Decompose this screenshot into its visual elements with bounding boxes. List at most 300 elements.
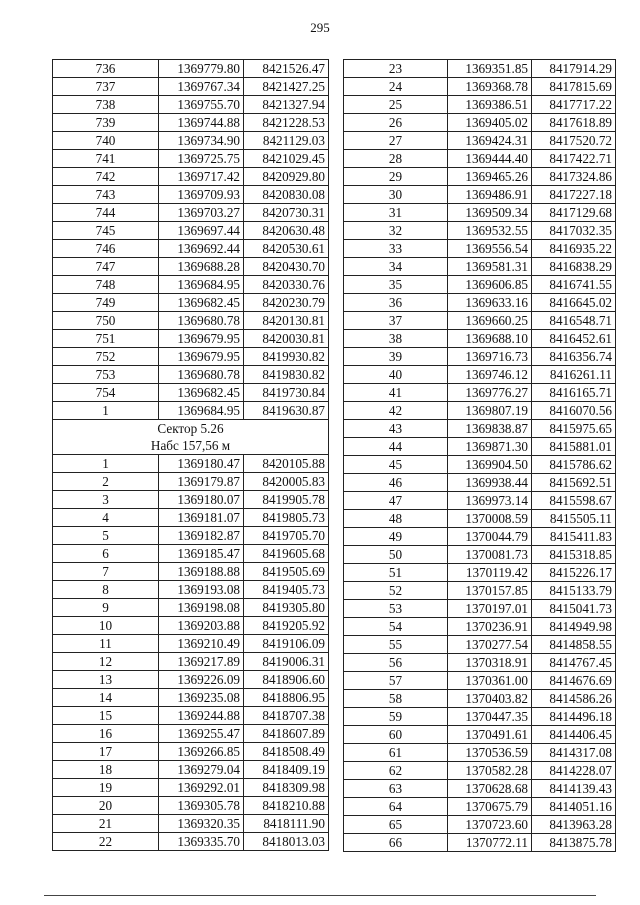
table-row xyxy=(53,402,329,420)
y-coordinate-cell: 8421129.03 xyxy=(244,132,329,150)
y-coordinate-cell: 8421526.47 xyxy=(244,60,329,78)
x-coordinate-cell: 1369838.87 xyxy=(448,420,532,438)
y-coordinate-cell: 8420730.31 xyxy=(244,204,329,222)
x-coordinate-cell: 1369181.07 xyxy=(159,509,244,527)
table-row xyxy=(344,762,616,780)
table-row xyxy=(53,348,329,366)
y-coordinate-cell: 8421029.45 xyxy=(244,150,329,168)
point-number-cell: 754 xyxy=(53,384,159,402)
point-number-cell: 1 xyxy=(53,402,159,420)
y-coordinate-cell: 8414139.43 xyxy=(532,780,616,798)
point-number-cell: 30 xyxy=(344,186,448,204)
y-coordinate-cell: 8415041.73 xyxy=(532,600,616,618)
point-number-cell: 752 xyxy=(53,348,159,366)
x-coordinate-cell: 1369716.73 xyxy=(448,348,532,366)
x-coordinate-cell: 1369688.10 xyxy=(448,330,532,348)
table-row xyxy=(344,798,616,816)
y-coordinate-cell: 8414051.16 xyxy=(532,798,616,816)
table-row xyxy=(344,564,616,582)
table-row xyxy=(53,545,329,563)
x-coordinate-cell: 1370119.42 xyxy=(448,564,532,582)
y-coordinate-cell: 8418309.98 xyxy=(244,779,329,797)
table-row xyxy=(53,114,329,132)
point-number-cell: 753 xyxy=(53,366,159,384)
y-coordinate-cell: 8420130.81 xyxy=(244,312,329,330)
x-coordinate-cell: 1369193.08 xyxy=(159,581,244,599)
y-coordinate-cell: 8421427.25 xyxy=(244,78,329,96)
point-number-cell: 32 xyxy=(344,222,448,240)
table-row xyxy=(53,276,329,294)
y-coordinate-cell: 8415411.83 xyxy=(532,528,616,546)
point-number-cell: 19 xyxy=(53,779,159,797)
x-coordinate-cell: 1369679.95 xyxy=(159,348,244,366)
point-number-cell: 37 xyxy=(344,312,448,330)
y-coordinate-cell: 8420929.80 xyxy=(244,168,329,186)
table-row xyxy=(344,636,616,654)
x-coordinate-cell: 1370361.00 xyxy=(448,672,532,690)
point-number-cell: 42 xyxy=(344,402,448,420)
x-coordinate-cell: 1369755.70 xyxy=(159,96,244,114)
y-coordinate-cell: 8418111.90 xyxy=(244,815,329,833)
table-row xyxy=(53,761,329,779)
point-number-cell: 53 xyxy=(344,600,448,618)
x-coordinate-cell: 1369351.85 xyxy=(448,60,532,78)
table-row xyxy=(53,689,329,707)
x-coordinate-cell: 1370628.68 xyxy=(448,780,532,798)
y-coordinate-cell: 8419305.80 xyxy=(244,599,329,617)
point-number-cell: 6 xyxy=(53,545,159,563)
point-number-cell: 10 xyxy=(53,617,159,635)
y-coordinate-cell: 8418508.49 xyxy=(244,743,329,761)
x-coordinate-cell: 1369725.75 xyxy=(159,150,244,168)
x-coordinate-cell: 1369444.40 xyxy=(448,150,532,168)
table-row xyxy=(344,654,616,672)
y-coordinate-cell: 8415505.11 xyxy=(532,510,616,528)
point-number-cell: 4 xyxy=(53,509,159,527)
y-coordinate-cell: 8414676.69 xyxy=(532,672,616,690)
y-coordinate-cell: 8419205.92 xyxy=(244,617,329,635)
table-row xyxy=(344,402,616,420)
table-row xyxy=(53,258,329,276)
point-number-cell: 2 xyxy=(53,473,159,491)
y-coordinate-cell: 8417618.89 xyxy=(532,114,616,132)
y-coordinate-cell: 8417520.72 xyxy=(532,132,616,150)
x-coordinate-cell: 1369746.12 xyxy=(448,366,532,384)
point-number-cell: 16 xyxy=(53,725,159,743)
x-coordinate-cell: 1369684.95 xyxy=(159,276,244,294)
y-coordinate-cell: 8414858.55 xyxy=(532,636,616,654)
y-coordinate-cell: 8418013.03 xyxy=(244,833,329,851)
x-coordinate-cell: 1369198.08 xyxy=(159,599,244,617)
point-number-cell: 5 xyxy=(53,527,159,545)
x-coordinate-cell: 1369180.07 xyxy=(159,491,244,509)
point-number-cell: 739 xyxy=(53,114,159,132)
table-row xyxy=(344,168,616,186)
table-row xyxy=(53,60,329,78)
y-coordinate-cell: 8418906.60 xyxy=(244,671,329,689)
y-coordinate-cell: 8418806.95 xyxy=(244,689,329,707)
point-number-cell: 28 xyxy=(344,150,448,168)
x-coordinate-cell: 1369320.35 xyxy=(159,815,244,833)
x-coordinate-cell: 1370081.73 xyxy=(448,546,532,564)
y-coordinate-cell: 8417717.22 xyxy=(532,96,616,114)
x-coordinate-cell: 1369509.34 xyxy=(448,204,532,222)
point-number-cell: 18 xyxy=(53,761,159,779)
x-coordinate-cell: 1370318.91 xyxy=(448,654,532,672)
table-row xyxy=(344,420,616,438)
x-coordinate-cell: 1369226.09 xyxy=(159,671,244,689)
point-number-cell: 33 xyxy=(344,240,448,258)
y-coordinate-cell: 8416452.61 xyxy=(532,330,616,348)
table-row xyxy=(53,725,329,743)
x-coordinate-cell: 1369973.14 xyxy=(448,492,532,510)
right-coordinates-table xyxy=(343,59,616,852)
table-row xyxy=(53,635,329,653)
table-row xyxy=(53,491,329,509)
x-coordinate-cell: 1369305.78 xyxy=(159,797,244,815)
table-row xyxy=(344,78,616,96)
table-row xyxy=(344,816,616,834)
point-number-cell: 35 xyxy=(344,276,448,294)
y-coordinate-cell: 8420230.79 xyxy=(244,294,329,312)
x-coordinate-cell: 1369368.78 xyxy=(448,78,532,96)
table-row xyxy=(344,96,616,114)
table-row xyxy=(53,222,329,240)
y-coordinate-cell: 8419905.78 xyxy=(244,491,329,509)
table-row xyxy=(344,456,616,474)
x-coordinate-cell: 1369717.42 xyxy=(159,168,244,186)
table-row xyxy=(344,114,616,132)
sector-title: Сектор 5.26 xyxy=(53,420,329,438)
point-number-cell: 738 xyxy=(53,96,159,114)
x-coordinate-cell: 1369680.78 xyxy=(159,312,244,330)
point-number-cell: 60 xyxy=(344,726,448,744)
y-coordinate-cell: 8421327.94 xyxy=(244,96,329,114)
table-row xyxy=(344,384,616,402)
point-number-cell: 26 xyxy=(344,114,448,132)
y-coordinate-cell: 8419505.69 xyxy=(244,563,329,581)
x-coordinate-cell: 1370536.59 xyxy=(448,744,532,762)
table-row xyxy=(53,384,329,402)
table-row xyxy=(344,60,616,78)
table-row xyxy=(344,834,616,852)
x-coordinate-cell: 1369581.31 xyxy=(448,258,532,276)
table-row xyxy=(344,672,616,690)
table-row xyxy=(53,96,329,114)
table-row xyxy=(53,150,329,168)
y-coordinate-cell: 8414317.08 xyxy=(532,744,616,762)
y-coordinate-cell: 8416165.71 xyxy=(532,384,616,402)
x-coordinate-cell: 1369244.88 xyxy=(159,707,244,725)
y-coordinate-cell: 8420005.83 xyxy=(244,473,329,491)
table-row xyxy=(53,473,329,491)
table-row xyxy=(53,204,329,222)
x-coordinate-cell: 1369182.87 xyxy=(159,527,244,545)
point-number-cell: 740 xyxy=(53,132,159,150)
x-coordinate-cell: 1369779.80 xyxy=(159,60,244,78)
table-row xyxy=(344,240,616,258)
x-coordinate-cell: 1369185.47 xyxy=(159,545,244,563)
point-number-cell: 45 xyxy=(344,456,448,474)
y-coordinate-cell: 8419805.73 xyxy=(244,509,329,527)
table-row xyxy=(344,708,616,726)
x-coordinate-cell: 1369180.47 xyxy=(159,455,244,473)
x-coordinate-cell: 1369682.45 xyxy=(159,294,244,312)
table-row xyxy=(344,510,616,528)
x-coordinate-cell: 1369203.88 xyxy=(159,617,244,635)
x-coordinate-cell: 1370582.28 xyxy=(448,762,532,780)
x-coordinate-cell: 1369680.78 xyxy=(159,366,244,384)
table-row xyxy=(53,671,329,689)
point-number-cell: 64 xyxy=(344,798,448,816)
point-number-cell: 39 xyxy=(344,348,448,366)
point-number-cell: 54 xyxy=(344,618,448,636)
table-row xyxy=(344,690,616,708)
x-coordinate-cell: 1369556.54 xyxy=(448,240,532,258)
y-coordinate-cell: 8420105.88 xyxy=(244,455,329,473)
y-coordinate-cell: 8414496.18 xyxy=(532,708,616,726)
y-coordinate-cell: 8418707.38 xyxy=(244,707,329,725)
x-coordinate-cell: 1370675.79 xyxy=(448,798,532,816)
point-number-cell: 22 xyxy=(53,833,159,851)
page-bottom-rule xyxy=(44,895,596,896)
point-number-cell: 46 xyxy=(344,474,448,492)
table-row xyxy=(53,312,329,330)
point-number-cell: 744 xyxy=(53,204,159,222)
y-coordinate-cell: 8417032.35 xyxy=(532,222,616,240)
table-row xyxy=(344,330,616,348)
x-coordinate-cell: 1369266.85 xyxy=(159,743,244,761)
table-row xyxy=(53,330,329,348)
table-row xyxy=(53,168,329,186)
point-number-cell: 20 xyxy=(53,797,159,815)
table-row xyxy=(344,438,616,456)
y-coordinate-cell: 8416741.55 xyxy=(532,276,616,294)
point-number-cell: 50 xyxy=(344,546,448,564)
y-coordinate-cell: 8419605.68 xyxy=(244,545,329,563)
y-coordinate-cell: 8420030.81 xyxy=(244,330,329,348)
table-row xyxy=(53,815,329,833)
point-number-cell: 63 xyxy=(344,780,448,798)
y-coordinate-cell: 8419730.84 xyxy=(244,384,329,402)
point-number-cell: 749 xyxy=(53,294,159,312)
x-coordinate-cell: 1369179.87 xyxy=(159,473,244,491)
y-coordinate-cell: 8415133.79 xyxy=(532,582,616,600)
point-number-cell: 748 xyxy=(53,276,159,294)
x-coordinate-cell: 1369217.89 xyxy=(159,653,244,671)
x-coordinate-cell: 1369633.16 xyxy=(448,294,532,312)
table-row xyxy=(344,492,616,510)
point-number-cell: 36 xyxy=(344,294,448,312)
y-coordinate-cell: 8414228.07 xyxy=(532,762,616,780)
point-number-cell: 65 xyxy=(344,816,448,834)
point-number-cell: 24 xyxy=(344,78,448,96)
y-coordinate-cell: 8419930.82 xyxy=(244,348,329,366)
table-row xyxy=(344,780,616,798)
table-row xyxy=(344,546,616,564)
point-number-cell: 56 xyxy=(344,654,448,672)
point-number-cell: 23 xyxy=(344,60,448,78)
x-coordinate-cell: 1369606.85 xyxy=(448,276,532,294)
table-row xyxy=(344,222,616,240)
table-row xyxy=(344,258,616,276)
point-number-cell: 58 xyxy=(344,690,448,708)
table-row xyxy=(53,294,329,312)
table-row xyxy=(344,186,616,204)
point-number-cell: 14 xyxy=(53,689,159,707)
point-number-cell: 11 xyxy=(53,635,159,653)
x-coordinate-cell: 1369692.44 xyxy=(159,240,244,258)
y-coordinate-cell: 8419630.87 xyxy=(244,402,329,420)
y-coordinate-cell: 8415226.17 xyxy=(532,564,616,582)
table-row xyxy=(344,600,616,618)
x-coordinate-cell: 1370772.11 xyxy=(448,834,532,852)
point-number-cell: 746 xyxy=(53,240,159,258)
table-row xyxy=(344,204,616,222)
point-number-cell: 29 xyxy=(344,168,448,186)
point-number-cell: 61 xyxy=(344,744,448,762)
table-row xyxy=(53,707,329,725)
x-coordinate-cell: 1369255.47 xyxy=(159,725,244,743)
x-coordinate-cell: 1370447.35 xyxy=(448,708,532,726)
point-number-cell: 3 xyxy=(53,491,159,509)
point-number-cell: 43 xyxy=(344,420,448,438)
page-number: 295 xyxy=(310,20,330,35)
y-coordinate-cell: 8417422.71 xyxy=(532,150,616,168)
x-coordinate-cell: 1370044.79 xyxy=(448,528,532,546)
x-coordinate-cell: 1369465.26 xyxy=(448,168,532,186)
y-coordinate-cell: 8417129.68 xyxy=(532,204,616,222)
x-coordinate-cell: 1369734.90 xyxy=(159,132,244,150)
x-coordinate-cell: 1369532.55 xyxy=(448,222,532,240)
y-coordinate-cell: 8416645.02 xyxy=(532,294,616,312)
point-number-cell: 55 xyxy=(344,636,448,654)
x-coordinate-cell: 1369682.45 xyxy=(159,384,244,402)
x-coordinate-cell: 1369776.27 xyxy=(448,384,532,402)
x-coordinate-cell: 1369684.95 xyxy=(159,402,244,420)
x-coordinate-cell: 1369871.30 xyxy=(448,438,532,456)
y-coordinate-cell: 8414586.26 xyxy=(532,690,616,708)
x-coordinate-cell: 1369188.88 xyxy=(159,563,244,581)
point-number-cell: 57 xyxy=(344,672,448,690)
x-coordinate-cell: 1369386.51 xyxy=(448,96,532,114)
x-coordinate-cell: 1369697.44 xyxy=(159,222,244,240)
x-coordinate-cell: 1369279.04 xyxy=(159,761,244,779)
y-coordinate-cell: 8417324.86 xyxy=(532,168,616,186)
y-coordinate-cell: 8415786.62 xyxy=(532,456,616,474)
x-coordinate-cell: 1369807.19 xyxy=(448,402,532,420)
x-coordinate-cell: 1369424.31 xyxy=(448,132,532,150)
point-number-cell: 49 xyxy=(344,528,448,546)
y-coordinate-cell: 8419405.73 xyxy=(244,581,329,599)
x-coordinate-cell: 1369679.95 xyxy=(159,330,244,348)
y-coordinate-cell: 8420630.48 xyxy=(244,222,329,240)
x-coordinate-cell: 1370008.59 xyxy=(448,510,532,528)
table-row xyxy=(344,618,616,636)
point-number-cell: 737 xyxy=(53,78,159,96)
table-row xyxy=(53,509,329,527)
point-number-cell: 31 xyxy=(344,204,448,222)
x-coordinate-cell: 1370723.60 xyxy=(448,816,532,834)
y-coordinate-cell: 8414406.45 xyxy=(532,726,616,744)
table-row xyxy=(53,617,329,635)
x-coordinate-cell: 1370197.01 xyxy=(448,600,532,618)
y-coordinate-cell: 8413963.28 xyxy=(532,816,616,834)
y-coordinate-cell: 8417227.18 xyxy=(532,186,616,204)
point-number-cell: 52 xyxy=(344,582,448,600)
point-number-cell: 40 xyxy=(344,366,448,384)
point-number-cell: 751 xyxy=(53,330,159,348)
y-coordinate-cell: 8415975.65 xyxy=(532,420,616,438)
y-coordinate-cell: 8415692.51 xyxy=(532,474,616,492)
point-number-cell: 48 xyxy=(344,510,448,528)
table-row xyxy=(53,527,329,545)
point-number-cell: 741 xyxy=(53,150,159,168)
x-coordinate-cell: 1369405.02 xyxy=(448,114,532,132)
y-coordinate-cell: 8413875.78 xyxy=(532,834,616,852)
point-number-cell: 34 xyxy=(344,258,448,276)
y-coordinate-cell: 8419006.31 xyxy=(244,653,329,671)
point-number-cell: 736 xyxy=(53,60,159,78)
y-coordinate-cell: 8421228.53 xyxy=(244,114,329,132)
x-coordinate-cell: 1369335.70 xyxy=(159,833,244,851)
x-coordinate-cell: 1369744.88 xyxy=(159,114,244,132)
point-number-cell: 38 xyxy=(344,330,448,348)
table-row xyxy=(53,581,329,599)
y-coordinate-cell: 8414949.98 xyxy=(532,618,616,636)
y-coordinate-cell: 8420830.08 xyxy=(244,186,329,204)
point-number-cell: 47 xyxy=(344,492,448,510)
y-coordinate-cell: 8416261.11 xyxy=(532,366,616,384)
point-number-cell: 13 xyxy=(53,671,159,689)
point-number-cell: 7 xyxy=(53,563,159,581)
table-row xyxy=(344,726,616,744)
table-row xyxy=(53,743,329,761)
table-row xyxy=(53,366,329,384)
x-coordinate-cell: 1369767.34 xyxy=(159,78,244,96)
y-coordinate-cell: 8417914.29 xyxy=(532,60,616,78)
y-coordinate-cell: 8420330.76 xyxy=(244,276,329,294)
point-number-cell: 1 xyxy=(53,455,159,473)
table-row xyxy=(53,78,329,96)
x-coordinate-cell: 1369904.50 xyxy=(448,456,532,474)
point-number-cell: 745 xyxy=(53,222,159,240)
x-coordinate-cell: 1370277.54 xyxy=(448,636,532,654)
y-coordinate-cell: 8416356.74 xyxy=(532,348,616,366)
table-row xyxy=(53,132,329,150)
table-row xyxy=(53,455,329,473)
y-coordinate-cell: 8418409.19 xyxy=(244,761,329,779)
y-coordinate-cell: 8416070.56 xyxy=(532,402,616,420)
x-coordinate-cell: 1369660.25 xyxy=(448,312,532,330)
table-row xyxy=(344,132,616,150)
x-coordinate-cell: 1369709.93 xyxy=(159,186,244,204)
x-coordinate-cell: 1369938.44 xyxy=(448,474,532,492)
point-number-cell: 750 xyxy=(53,312,159,330)
left-coordinates-table xyxy=(52,59,329,851)
point-number-cell: 747 xyxy=(53,258,159,276)
y-coordinate-cell: 8415881.01 xyxy=(532,438,616,456)
y-coordinate-cell: 8418210.88 xyxy=(244,797,329,815)
table-row xyxy=(53,240,329,258)
x-coordinate-cell: 1370236.91 xyxy=(448,618,532,636)
point-number-cell: 17 xyxy=(53,743,159,761)
point-number-cell: 743 xyxy=(53,186,159,204)
y-coordinate-cell: 8416548.71 xyxy=(532,312,616,330)
table-row xyxy=(53,186,329,204)
point-number-cell: 12 xyxy=(53,653,159,671)
point-number-cell: 742 xyxy=(53,168,159,186)
